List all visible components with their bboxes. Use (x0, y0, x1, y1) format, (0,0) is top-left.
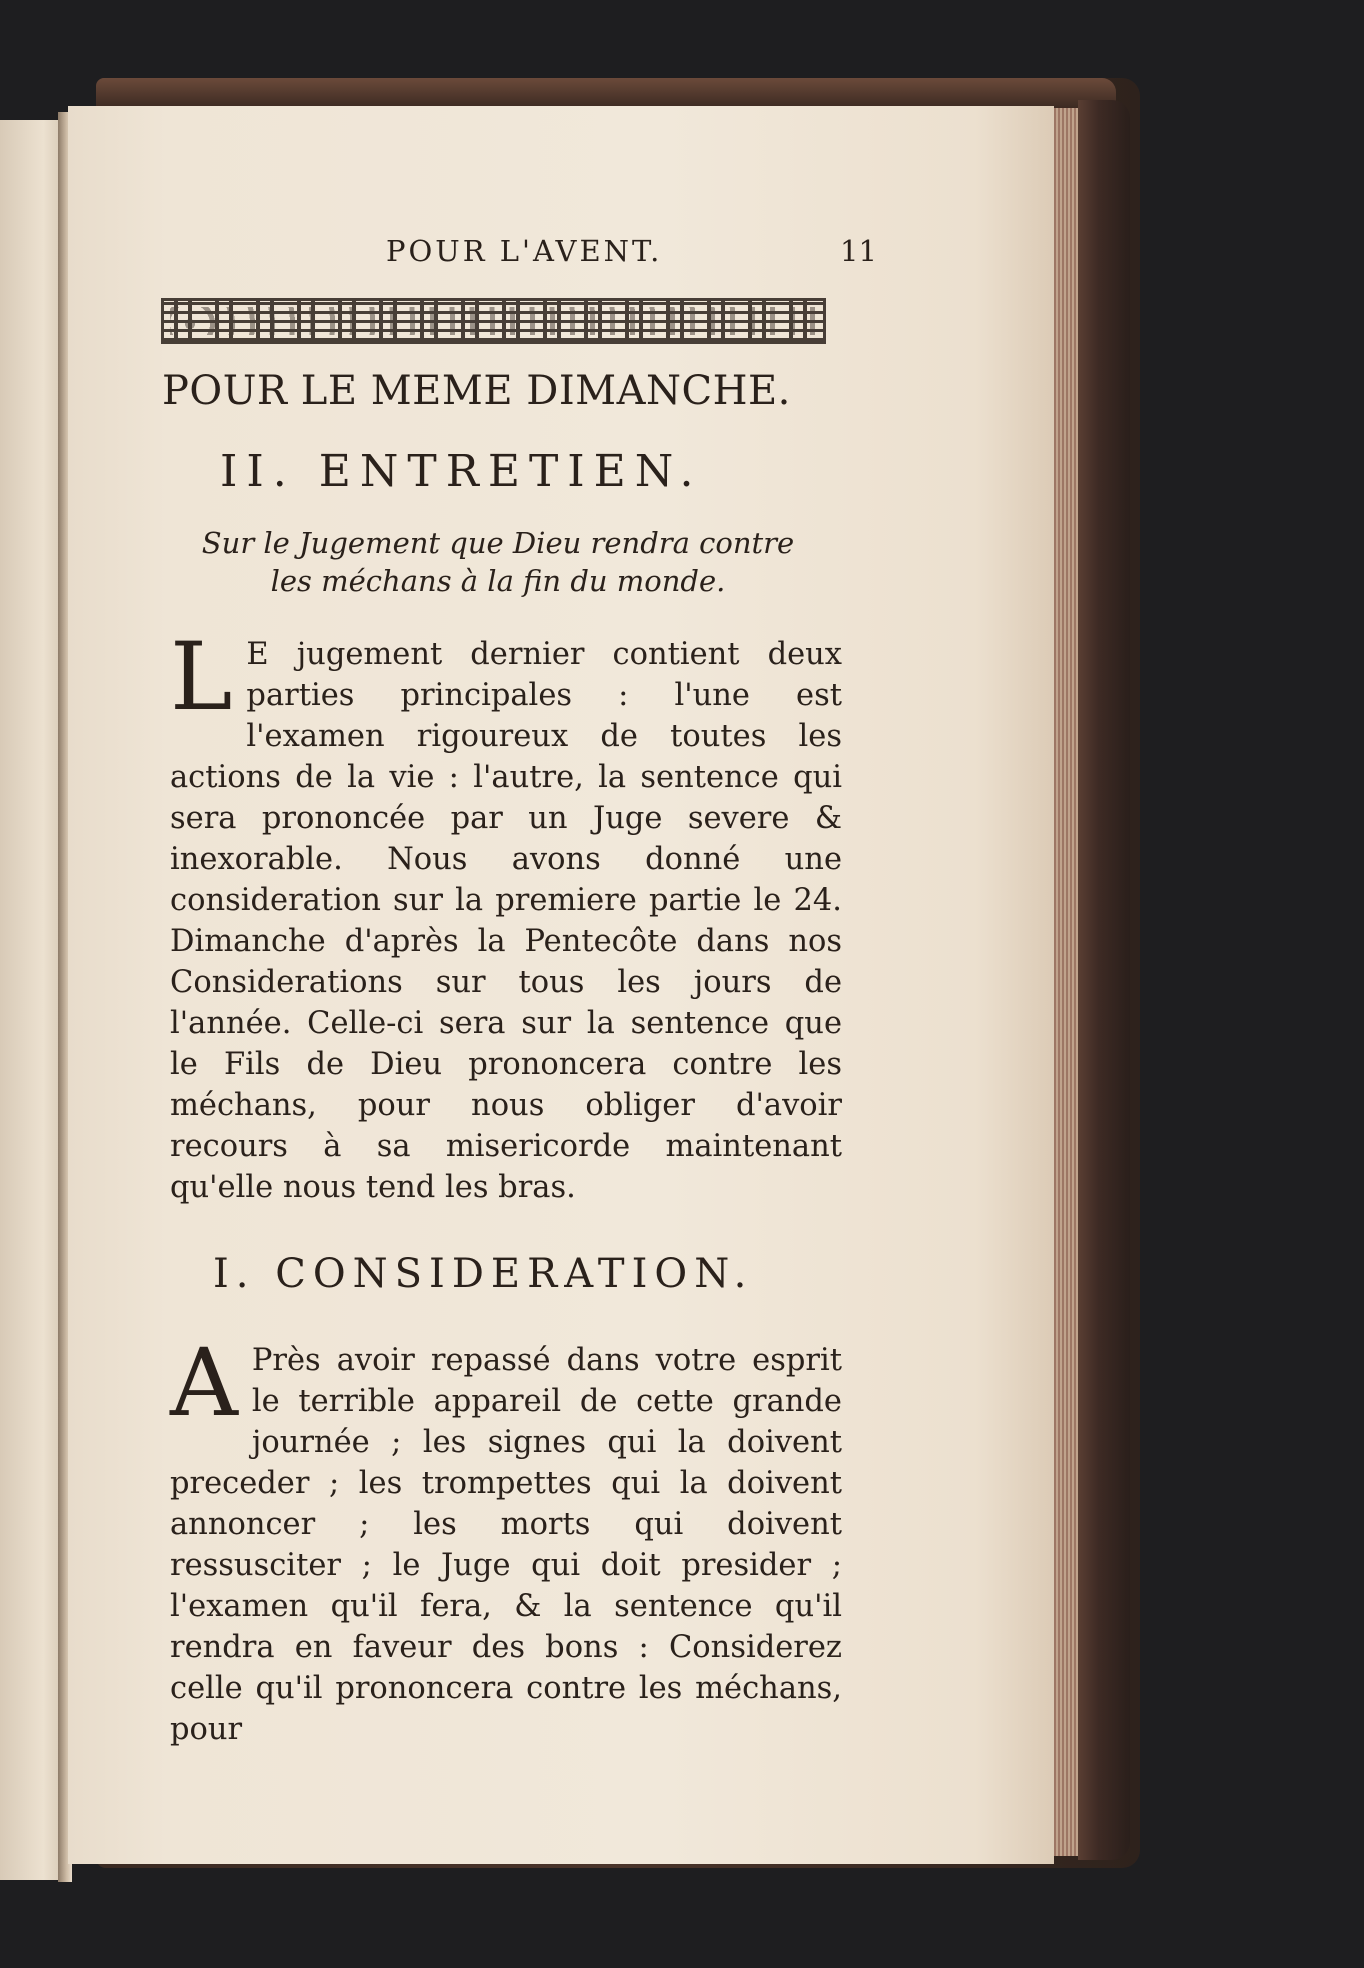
book-cover-top-edge (96, 78, 1116, 108)
book-page (68, 106, 1054, 1864)
paragraph-2 (170, 1329, 842, 1750)
paragraph-2-text: Près avoir repassé dans votre esprit le terrible appareil de cette grande journée ; les signes qui la doivent preceder ; les trompettes qui la doivent annoncer ; les morts qui doivent ressusciter ; le Juge qui doit presider ; l'examen qu'il fera, & la sentence qu'il rendra en faveur des bons : Considerez celle qu'il prononcera contre les méchans, pour (170, 1343, 842, 1747)
entretien-heading: II. ENTRETIEN. (220, 446, 703, 497)
drop-cap: L (170, 623, 233, 732)
ornamental-band (161, 298, 826, 344)
paragraph-1 (170, 623, 842, 1208)
subtitle-line-2: les méchans à la fin du monde. (270, 564, 726, 598)
section-heading: I. CONSIDERATION. (213, 1251, 754, 1297)
page-number: 11 (840, 234, 877, 268)
paragraph-1-text: E jugement dernier contient deux parties principales : l'une est l'examen rigoureux de toutes les actions de la vie : l'autre, la sentence qui sera prononcée par un Juge severe & inexorable. Nous avons donné une consideration sur la premiere partie le 24. Dimanche d'après la Pentecôte dans nos Considerations sur tous les jours de l'année. Celle-ci sera sur la sentence que le Fils de Dieu prononcera contre les méchans, pour nous obliger d'avoir recours à sa misericorde maintenant qu'elle nous tend les bras. (170, 637, 842, 1205)
book-fore-edge-cover (1078, 100, 1130, 1860)
running-title: POUR L'AVENT. (386, 234, 663, 268)
ornament-pattern (170, 307, 817, 335)
chapter-heading: POUR LE MEME DIMANCHE. (162, 368, 791, 414)
subtitle-line-1: Sur le Jugement que Dieu rendra contre (201, 526, 795, 560)
drop-cap: A (170, 1329, 238, 1438)
subtitle (158, 524, 838, 600)
running-head (318, 234, 898, 274)
facing-page (0, 120, 62, 1880)
